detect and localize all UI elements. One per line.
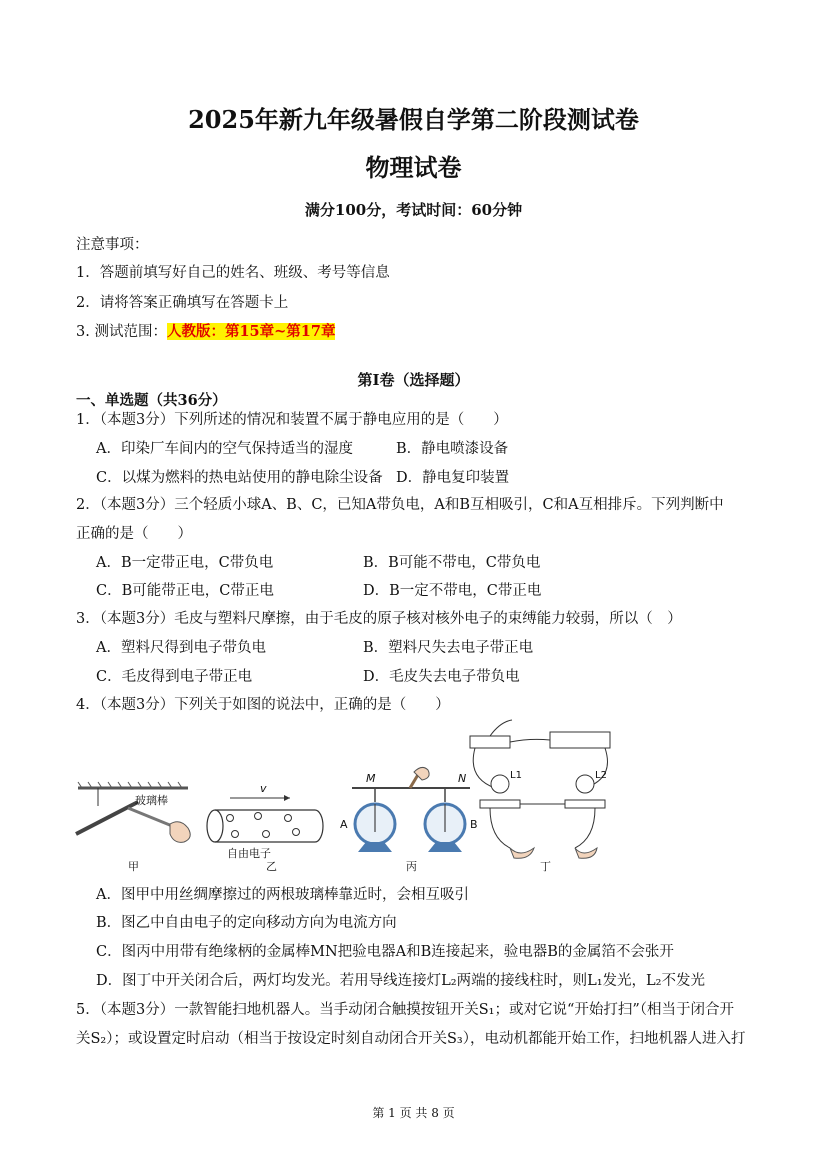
q3-option-b: B．塑料尺失去电子带正电 bbox=[363, 640, 534, 656]
q5-line2: 关S₂）；或设置定时启动（相当于按设定时刻自动闭合开关S₃），电动机都能开始工作，扫地机器人进入打 bbox=[76, 1031, 746, 1047]
test-scope-highlight: 人教版：第15章~第17章 bbox=[166, 323, 336, 340]
lamp-l1-label: L1 bbox=[510, 770, 522, 781]
figure-ding bbox=[470, 720, 610, 873]
figure-jia bbox=[76, 782, 190, 873]
q1-option-b: B．静电喷漆设备 bbox=[396, 441, 509, 457]
part-title: 一、单选题（共36分） bbox=[76, 392, 227, 409]
q3-stem: 3．（本题3分）毛皮与塑料尺摩擦，由于毛皮的原子核对核外电子的束缚能力较弱，所以（ ） bbox=[76, 611, 682, 627]
q4-figure bbox=[70, 712, 630, 882]
q2-option-a: A．B一定带正电，C带负电 bbox=[96, 555, 274, 571]
rod-m-label: M bbox=[366, 772, 376, 785]
section-title: 第I卷（选择题） bbox=[357, 371, 470, 389]
q2-stem-line1: 2．（本题3分）三个轻质小球A、B、C，已知A带负电，A和B互相吸引，C和A互相排斥。下列判断中 bbox=[76, 497, 724, 513]
q4-stem: 4．（本题3分）下列关于如图的说法中，正确的是（ ） bbox=[76, 697, 450, 713]
notes-heading: 注意事项： bbox=[76, 237, 149, 253]
figure-jia-label: 甲 bbox=[128, 860, 139, 873]
q2-option-d: D．B一定不带电，C带正电 bbox=[363, 583, 542, 599]
note-item-3-prefix: 3. 测试范围： bbox=[76, 324, 167, 340]
q4-option-c: C．图丙中用带有绝缘柄的金属棒MN把验电器A和B连接起来，验电器B的金属箔不会张开 bbox=[96, 944, 674, 960]
q1-stem: 1．（本题3分）下列所述的情况和装置不属于静电应用的是（ ） bbox=[76, 412, 508, 428]
q2-option-c: C．B可能带正电，C带正电 bbox=[96, 583, 274, 599]
q4-option-b: B．图乙中自由电子的定向移动方向为电流方向 bbox=[96, 915, 397, 931]
free-electron-label: 自由电子 bbox=[227, 847, 271, 860]
figure-yi-label: 乙 bbox=[266, 860, 277, 873]
score-time: 满分100分，考试时间：60分钟 bbox=[304, 201, 523, 219]
q2-option-b: B．B可能不带电，C带负电 bbox=[363, 555, 541, 571]
figure-yi bbox=[207, 782, 323, 873]
figure-bing bbox=[340, 767, 478, 873]
lamp-l2-label: L2 bbox=[595, 770, 607, 781]
figure-ding-label: 丁 bbox=[540, 860, 551, 873]
note-item-2: 2．请将答案正确填写在答题卡上 bbox=[76, 295, 289, 311]
electroscope-a-label: A bbox=[340, 818, 348, 831]
q4-option-a: A．图甲中用丝绸摩擦过的两根玻璃棒靠近时，会相互吸引 bbox=[96, 887, 469, 903]
q5-line1: 5．（本题3分）一款智能扫地机器人。当手动闭合触摸按钮开关S₁；或对它说“开始打扫”（相当于闭合开 bbox=[76, 1002, 735, 1018]
q2-stem-line2: 正确的是（ ） bbox=[76, 526, 192, 542]
q3-option-a: A．塑料尺得到电子带负电 bbox=[96, 640, 266, 656]
q1-option-d: D．静电复印装置 bbox=[396, 470, 510, 486]
q3-option-d: D．毛皮失去电子带负电 bbox=[363, 669, 520, 685]
q1-option-c: C．以煤为燃料的热电站使用的静电除尘设备 bbox=[96, 470, 383, 486]
subject-title: 物理试卷 bbox=[365, 153, 462, 182]
q1-option-a: A．印染厂车间内的空气保持适当的湿度 bbox=[96, 441, 353, 457]
page-footer: 第 1 页 共 8 页 bbox=[372, 1106, 455, 1120]
figure-bing-label: 丙 bbox=[406, 860, 417, 873]
velocity-label: v bbox=[260, 782, 267, 795]
electroscope-b-label: B bbox=[470, 818, 478, 831]
glass-rod-label: 玻璃棒 bbox=[135, 794, 168, 807]
note-item-1: 1．答题前填写好自己的姓名、班级、考号等信息 bbox=[76, 265, 390, 281]
note-item-3 bbox=[76, 320, 335, 341]
exam-title: 2025年新九年级暑假自学第二阶段测试卷 bbox=[188, 105, 639, 134]
q3-option-c: C．毛皮得到电子带正电 bbox=[96, 669, 253, 685]
q4-option-d: D．图丁中开关闭合后，两灯均发光。若用导线连接灯L₂两端的接线柱时，则L₁发光，L₂不发光 bbox=[96, 973, 705, 989]
rod-n-label: N bbox=[458, 772, 467, 785]
